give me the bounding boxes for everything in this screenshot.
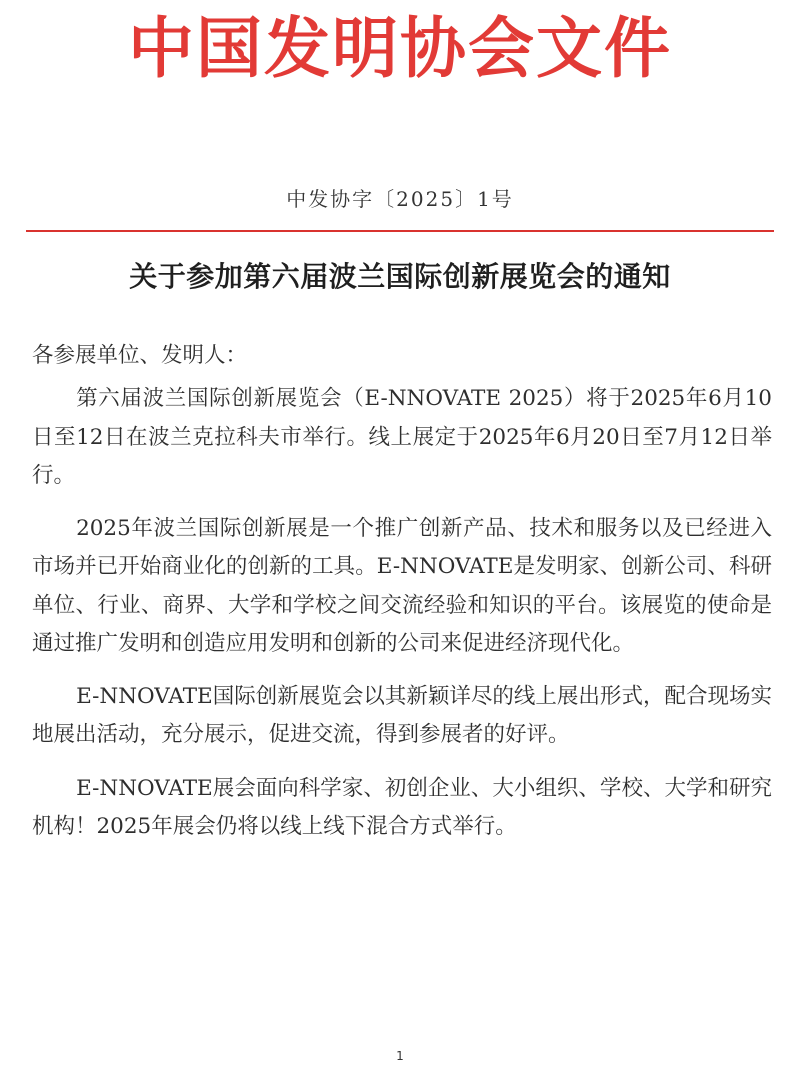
notice-paragraph-3: E-NNOVATE国际创新展览会以其新颖详尽的线上展出形式，配合现场实地展出活动，充分展示，促进交流，得到参展者的好评。 bbox=[32, 683, 772, 747]
notice-body bbox=[32, 338, 772, 847]
notice-paragraph-1: 第六届波兰国际创新展览会（E-NNOVATE 2025）将于2025年6月10日至12日在波兰克拉科夫市举行。线上展定于2025年6月20日至7月12日举行。 bbox=[32, 386, 772, 488]
notice-paragraph-4: E-NNOVATE展会面向科学家、初创企业、大小组织、学校、大学和研究机构！2025年展会仍将以线上线下混合方式举行。 bbox=[32, 775, 772, 839]
page-number: 1 bbox=[396, 1049, 404, 1063]
document-masthead: 中国发明协会文件 bbox=[128, 10, 672, 87]
document-number: 中发协字〔2025〕1号 bbox=[286, 187, 514, 211]
red-divider-line bbox=[26, 230, 774, 232]
notice-salutation: 各参展单位、发明人： bbox=[32, 343, 248, 368]
notice-title: 关于参加第六届波兰国际创新展览会的通知 bbox=[129, 260, 671, 293]
notice-paragraph-2: 2025年波兰国际创新展是一个推广创新产品、技术和服务以及已经进入市场并已开始商业化的创新的工具。E-NNOVATE是发明家、创新公司、科研单位、行业、商界、大学和学校之间交流经验和知识的平台。该展览的使命是通过推广发明和创造应用发明和创新的公司来促进经济现代化。 bbox=[32, 515, 772, 656]
